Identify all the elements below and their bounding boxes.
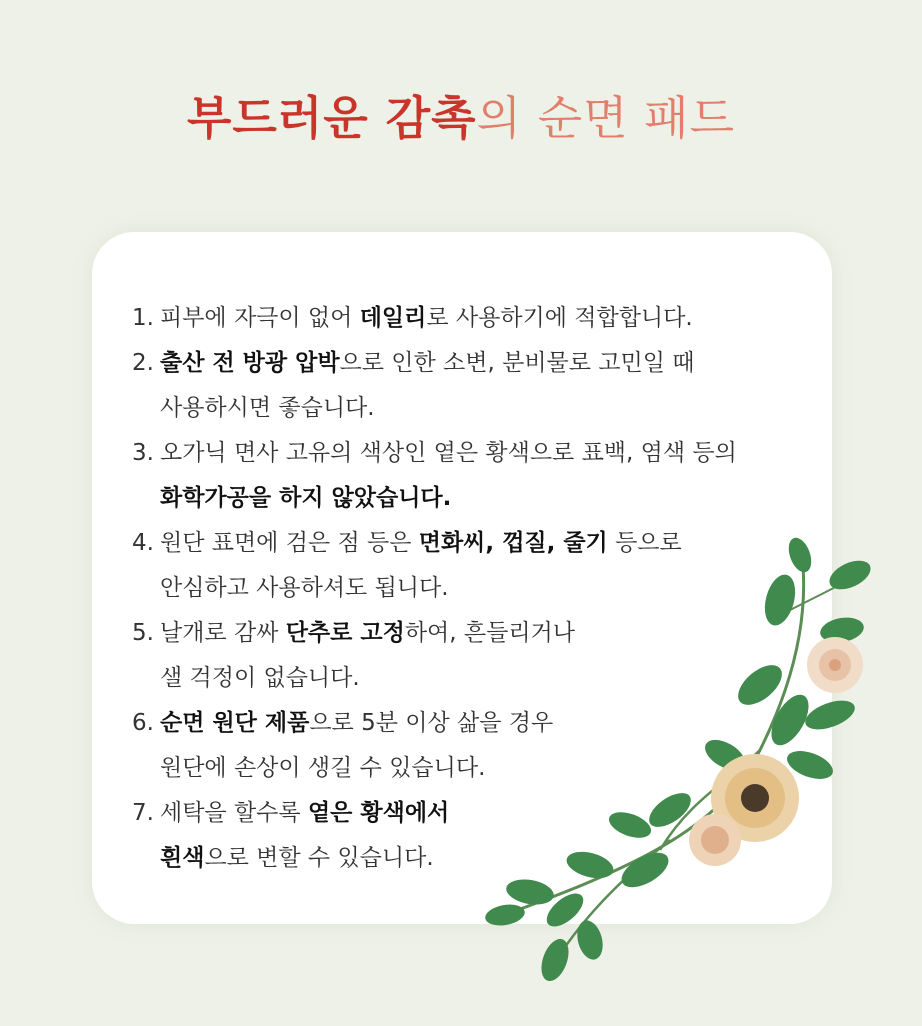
list-number: 2. xyxy=(132,350,154,376)
item-bold: 화학가공을 하지 않았습니다. xyxy=(160,485,452,511)
list-item xyxy=(132,431,812,521)
leaf-group xyxy=(484,535,875,985)
item-bold: 데일리 xyxy=(359,305,427,331)
item-text: 사용하시면 좋습니다. xyxy=(160,395,375,421)
flower-decoration xyxy=(470,520,890,990)
list-number: 3. xyxy=(132,440,154,466)
item-text: 등으로 xyxy=(607,530,682,556)
item-text: 으로 인한 소변, 분비물로 고민일 때 xyxy=(339,350,695,376)
list-number: 1. xyxy=(132,305,154,331)
item-continuation xyxy=(132,476,812,521)
item-bold: 옅은 황색에서 xyxy=(307,800,450,826)
item-text: 세탁을 할수록 xyxy=(160,800,308,826)
list-item xyxy=(132,341,812,431)
item-bold: 단추로 고정 xyxy=(285,620,405,646)
list-number: 4. xyxy=(132,530,154,556)
list-number: 7. xyxy=(132,800,154,826)
item-text: 으로 변할 수 있습니다. xyxy=(204,845,434,871)
item-text: 원단에 손상이 생길 수 있습니다. xyxy=(160,755,486,781)
item-text: 샐 걱정이 없습니다. xyxy=(160,665,360,691)
item-text: 안심하고 사용하셔도 됩니다. xyxy=(160,575,449,601)
item-bold: 출산 전 방광 압박 xyxy=(160,350,340,376)
item-text: 날개로 감싸 xyxy=(160,620,286,646)
list-number: 5. xyxy=(132,620,154,646)
item-continuation xyxy=(132,386,812,431)
item-bold: 흰색 xyxy=(160,845,205,871)
item-text: 하여, 흔들리거나 xyxy=(404,620,575,646)
item-text: 으로 5분 이상 삶을 경우 xyxy=(309,710,554,736)
item-text: 피부에 자극이 없어 xyxy=(160,305,360,331)
title-rest: 의 순면 패드 xyxy=(476,91,736,145)
list-number: 6. xyxy=(132,710,154,736)
item-text: 원단 표면에 검은 점 등은 xyxy=(160,530,419,556)
page-title xyxy=(0,82,922,154)
item-bold: 면화씨, 껍질, 줄기 xyxy=(418,530,608,556)
title-emphasis: 부드러운 감촉 xyxy=(186,91,477,145)
item-text: 로 사용하기에 적합합니다. xyxy=(426,305,693,331)
item-text: 오가닉 면사 고유의 색상인 옅은 황색으로 표백, 염색 등의 xyxy=(160,440,737,466)
item-bold: 순면 원단 제품 xyxy=(160,710,310,736)
list-item xyxy=(132,296,812,341)
